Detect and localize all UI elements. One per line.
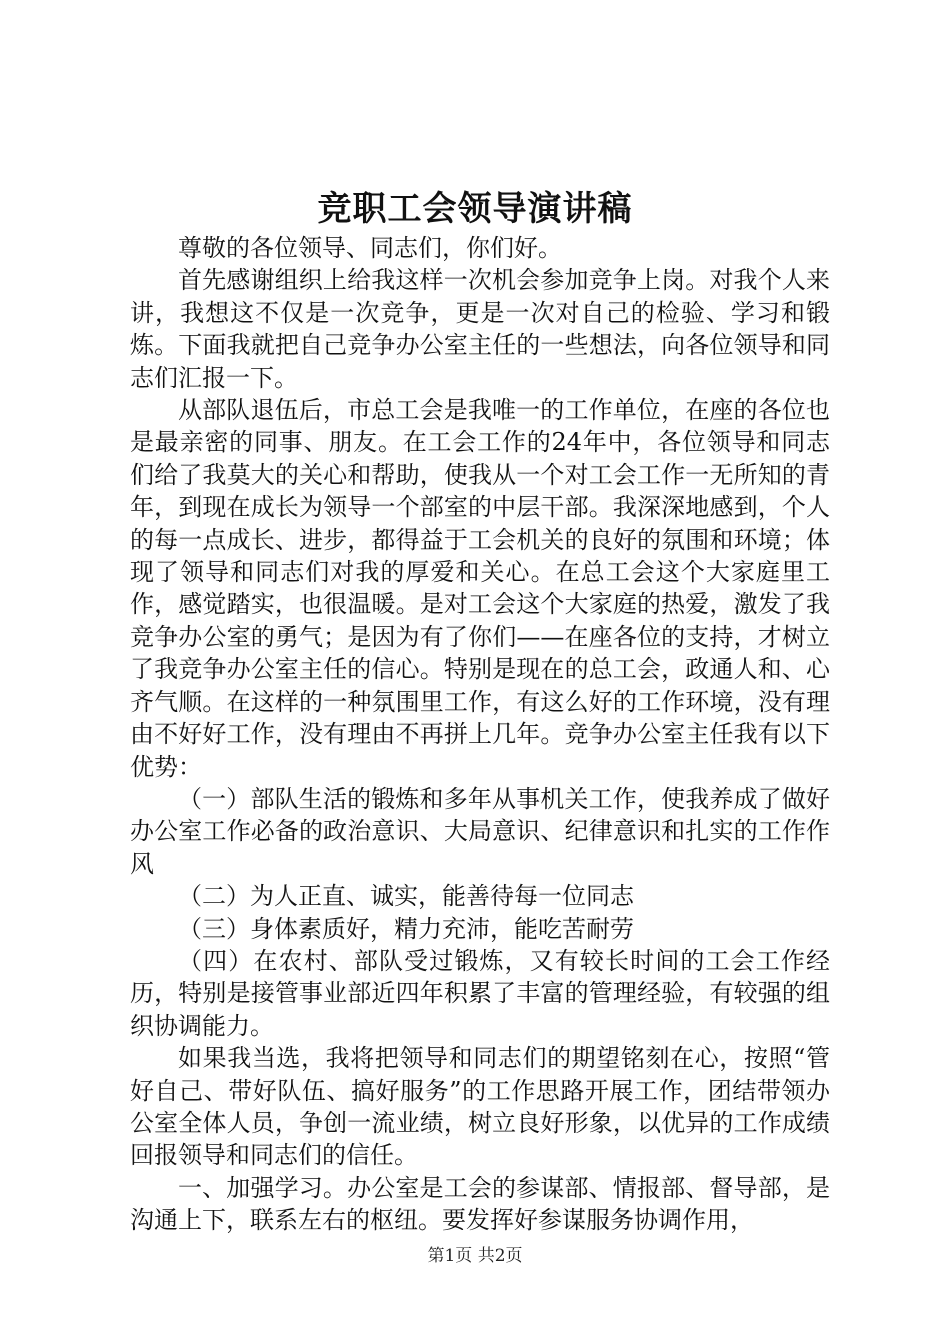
paragraph-advantage-3: （三）身体素质好，精力充沛，能吃苦耐劳	[178, 914, 634, 943]
document-body	[130, 232, 830, 1237]
paragraph-intro: 首先感谢组织上给我这样一次机会参加竞争上岗。对我个人来讲，我想这不仅是一次竞争，更是一次对自己的检验、学习和锻炼。下面我就把自己竞争办公室主任的一些想法，向各位领导和同志们汇报一下。	[130, 266, 830, 392]
paragraph-background: 从部队退伍后，市总工会是我唯一的工作单位，在座的各位也是最亲密的同事、朋友。在工会工作的24年中，各位领导和同志们给了我莫大的关心和帮助，使我从一个对工会工作一无所知的青年，到现在成长为领导一个部室的中层干部。我深深地感到，个人的每一点成长、进步，都得益于工会机关的良好的氛围和环境；体现了领导和同志们对我的厚爱和关心。在总工会这个大家庭里工作，感觉踏实，也很温暖。是对工会这个大家庭的热爱，激发了我竞争办公室的勇气；是因为有了你们——在座各位的支持，才树立了我竞争办公室主任的信心。特别是现在的总工会，政通人和、心齐气顺。在这样的一种氛围里工作，有这么好的工作环境，没有理由不好好工作，没有理由不再拼上几年。竞争办公室主任我有以下优势：	[130, 396, 830, 781]
paragraph-commitment: 如果我当选，我将把领导和同志们的期望铭刻在心，按照“管好自己、带好队伍、搞好服务”的工作思路开展工作，团结带领办公室全体人员，争创一流业绩，树立良好形象，以优异的工作成绩回报领导和同志们的信任。	[130, 1044, 830, 1170]
paragraph-advantage-2: （二）为人正直、诚实，能善待每一位同志	[178, 882, 634, 911]
paragraph-point-1: 一、加强学习。办公室是工会的参谋部、情报部、督导部，是沟通上下，联系左右的枢纽。要发挥好参谋服务协调作用，	[130, 1173, 830, 1235]
paragraph-advantage-1: （一）部队生活的锻炼和多年从事机关工作，使我养成了做好办公室工作必备的政治意识、大局意识、纪律意识和扎实的工作作风	[130, 784, 830, 878]
paragraph-advantage-4: （四）在农村、部队受过锻炼，又有较长时间的工会工作经历，特别是接管事业部近四年积累了丰富的管理经验，有较强的组织协调能力。	[130, 946, 830, 1040]
paragraph-greeting: 尊敬的各位领导、同志们，你们好。	[178, 234, 562, 262]
page-footer: 第1页 共2页	[427, 1246, 523, 1266]
document-title: 竞职工会领导演讲稿	[317, 189, 633, 229]
